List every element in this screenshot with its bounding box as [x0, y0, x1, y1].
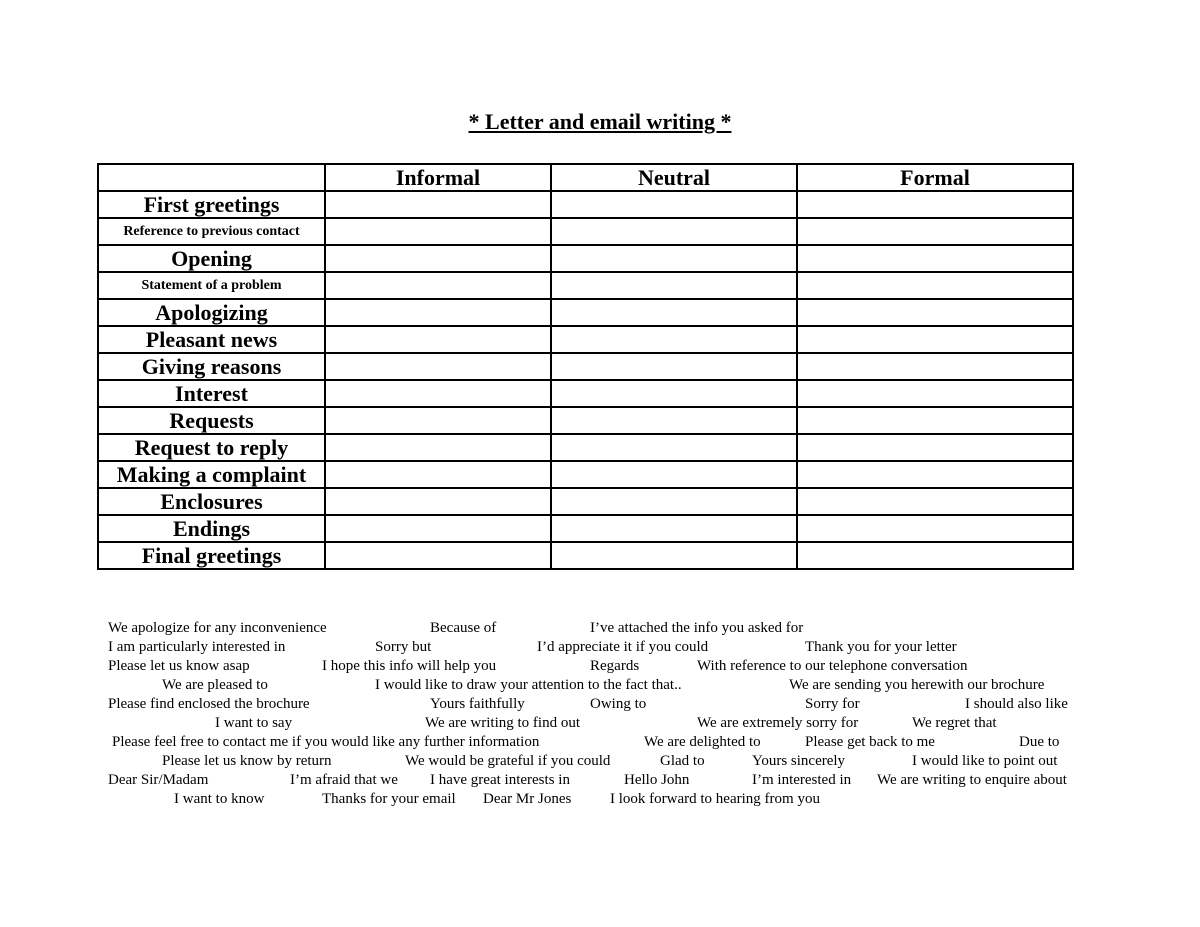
table-cell-neutral[interactable] [551, 461, 797, 488]
phrase: Please let us know by return [162, 753, 332, 769]
phrase: We are delighted to [644, 734, 761, 750]
table-cell-informal[interactable] [325, 245, 551, 272]
table-row [98, 407, 1073, 434]
table-cell-neutral[interactable] [551, 191, 797, 218]
phrase: Hello John [624, 772, 690, 788]
table-cell-informal[interactable] [325, 353, 551, 380]
row-label-final-greetings: Final greetings [98, 542, 325, 569]
table-row [98, 542, 1073, 569]
phrase: We apologize for any inconvenience [108, 620, 327, 636]
table-cell-formal[interactable] [797, 353, 1073, 380]
phrase: Please find enclosed the brochure [108, 696, 310, 712]
table-row [98, 326, 1073, 353]
phrase: Sorry for [805, 696, 860, 712]
table-cell-neutral[interactable] [551, 272, 797, 299]
table-row [98, 488, 1073, 515]
phrase: Please feel free to contact me if you would like any further information [112, 734, 540, 750]
table-cell-neutral[interactable] [551, 380, 797, 407]
phrase: I’ve attached the info you asked for [590, 620, 804, 636]
phrase: With reference to our telephone conversation [697, 658, 968, 674]
row-label-reference-to-previous-contact: Reference to previous contact [98, 218, 325, 245]
table-row [98, 218, 1073, 245]
phrase: We would be grateful if you could [405, 753, 611, 769]
row-label-statement-of-a-problem: Statement of a problem [98, 272, 325, 299]
table-cell-neutral[interactable] [551, 326, 797, 353]
column-header-blank [98, 164, 325, 191]
table-cell-informal[interactable] [325, 380, 551, 407]
row-label-opening: Opening [98, 245, 325, 272]
table-cell-formal[interactable] [797, 380, 1073, 407]
phrase: Please let us know asap [108, 658, 250, 674]
table-cell-formal[interactable] [797, 461, 1073, 488]
table-cell-neutral[interactable] [551, 245, 797, 272]
table-row [98, 245, 1073, 272]
phrase: We are sending you herewith our brochure [789, 677, 1045, 693]
phrase-bank [0, 619, 1200, 819]
table-cell-neutral[interactable] [551, 515, 797, 542]
phrase: Because of [430, 620, 497, 636]
table-row [98, 272, 1073, 299]
table-cell-informal[interactable] [325, 434, 551, 461]
phrase: I have great interests in [430, 772, 570, 788]
table-row [98, 434, 1073, 461]
table-cell-informal[interactable] [325, 515, 551, 542]
table-row [98, 353, 1073, 380]
table-cell-formal[interactable] [797, 245, 1073, 272]
table-cell-formal[interactable] [797, 542, 1073, 569]
table-cell-neutral[interactable] [551, 299, 797, 326]
phrase-table [97, 163, 1074, 570]
table-cell-neutral[interactable] [551, 407, 797, 434]
phrase: I would like to draw your attention to the fact that.. [375, 677, 682, 693]
table-cell-informal[interactable] [325, 542, 551, 569]
phrase: I am particularly interested in [108, 639, 286, 655]
phrase: Dear Mr Jones [483, 791, 572, 807]
phrase: Owing to [590, 696, 647, 712]
table-cell-neutral[interactable] [551, 542, 797, 569]
table-cell-informal[interactable] [325, 218, 551, 245]
phrase: I want to know [174, 791, 265, 807]
row-label-apologizing: Apologizing [98, 299, 325, 326]
table-cell-informal[interactable] [325, 326, 551, 353]
table-cell-formal[interactable] [797, 407, 1073, 434]
row-label-enclosures: Enclosures [98, 488, 325, 515]
row-label-request-to-reply: Request to reply [98, 434, 325, 461]
table-row [98, 380, 1073, 407]
table-cell-formal[interactable] [797, 488, 1073, 515]
phrase: I should also like [965, 696, 1068, 712]
row-label-interest: Interest [98, 380, 325, 407]
table-cell-formal[interactable] [797, 515, 1073, 542]
row-label-making-a-complaint: Making a complaint [98, 461, 325, 488]
phrase: We are writing to enquire about [877, 772, 1067, 788]
phrase: Yours faithfully [430, 696, 525, 712]
table-cell-formal[interactable] [797, 191, 1073, 218]
row-label-first-greetings: First greetings [98, 191, 325, 218]
table-cell-formal[interactable] [797, 218, 1073, 245]
phrase: We are writing to find out [425, 715, 581, 731]
table-header-row [98, 164, 1073, 191]
table-cell-informal[interactable] [325, 272, 551, 299]
column-header-neutral: Neutral [551, 164, 797, 191]
row-label-requests: Requests [98, 407, 325, 434]
phrase: We are pleased to [162, 677, 268, 693]
phrase: I’d appreciate it if you could [537, 639, 709, 655]
phrase: Regards [590, 658, 640, 674]
page-title: * Letter and email writing * [468, 109, 732, 134]
table-cell-formal[interactable] [797, 434, 1073, 461]
phrase: I’m interested in [752, 772, 852, 788]
phrase: Due to [1019, 734, 1060, 750]
phrase: Yours sincerely [752, 753, 846, 769]
column-header-informal: Informal [325, 164, 551, 191]
phrase: Glad to [660, 753, 705, 769]
table-cell-informal[interactable] [325, 299, 551, 326]
phrase: We regret that [912, 715, 997, 731]
phrase: I’m afraid that we [290, 772, 398, 788]
row-label-giving-reasons: Giving reasons [98, 353, 325, 380]
table-row [98, 515, 1073, 542]
table-cell-neutral[interactable] [551, 218, 797, 245]
phrase: I want to say [215, 715, 293, 731]
phrase: Thank you for your letter [805, 639, 957, 655]
table-cell-formal[interactable] [797, 299, 1073, 326]
table-cell-informal[interactable] [325, 407, 551, 434]
phrase: Sorry but [375, 639, 432, 655]
phrase: Thanks for your email [322, 791, 456, 807]
table-cell-neutral[interactable] [551, 353, 797, 380]
row-label-pleasant-news: Pleasant news [98, 326, 325, 353]
table-row [98, 191, 1073, 218]
phrase: I look forward to hearing from you [610, 791, 820, 807]
table-row [98, 299, 1073, 326]
table-cell-informal[interactable] [325, 191, 551, 218]
table-cell-formal[interactable] [797, 272, 1073, 299]
table-cell-informal[interactable] [325, 461, 551, 488]
table-cell-informal[interactable] [325, 488, 551, 515]
table-cell-formal[interactable] [797, 326, 1073, 353]
row-label-endings: Endings [98, 515, 325, 542]
phrase: We are extremely sorry for [697, 715, 859, 731]
phrase: Dear Sir/Madam [108, 772, 209, 788]
table-row [98, 461, 1073, 488]
table-cell-neutral[interactable] [551, 488, 797, 515]
column-header-formal: Formal [797, 164, 1073, 191]
phrase: I hope this info will help you [322, 658, 497, 674]
table-cell-neutral[interactable] [551, 434, 797, 461]
phrase: I would like to point out [912, 753, 1058, 769]
phrase: Please get back to me [805, 734, 935, 750]
